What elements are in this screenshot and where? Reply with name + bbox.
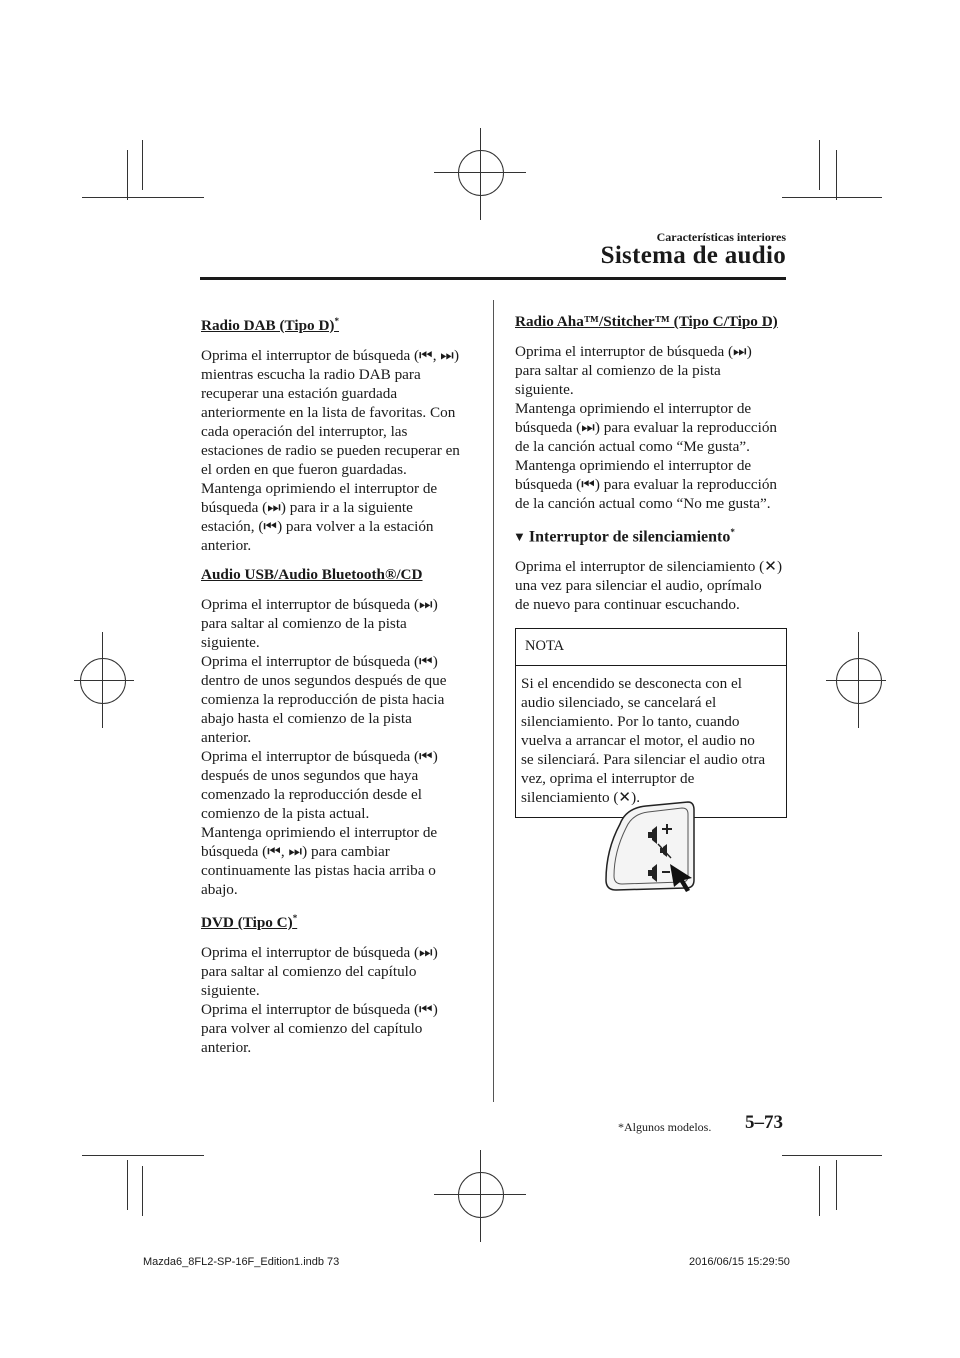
aha-heading: Radio Aha™/Stitcher™ (Tipo C/Tipo D): [515, 313, 778, 330]
text-line: para volver al comienzo del capítulo: [201, 1020, 423, 1038]
section-subtitle: Características interiores: [656, 230, 786, 244]
text-line: audio silenciado, se cancelará el: [521, 694, 717, 712]
dab-heading: Radio DAB (Tipo D)*: [201, 316, 339, 335]
text-line: después de unos segundos que haya: [201, 767, 419, 785]
text-line: búsqueda (⏮, ⏭) para cambiar: [201, 843, 390, 861]
text-line: Oprima el interruptor de búsqueda (⏭): [201, 596, 438, 614]
text-line: recuperar una estación guardada: [201, 385, 398, 403]
text-line: Oprima el interruptor de silenciamiento (✕): [515, 558, 783, 576]
text-line: búsqueda (⏭) para ir a la siguiente: [201, 499, 413, 517]
text-line: se silenciará. Para silenciar el audio otra: [521, 751, 766, 769]
text-line: Oprima el interruptor de búsqueda (⏮): [201, 748, 438, 766]
text-line: cada operación del interruptor, las: [201, 423, 408, 441]
text-line: estaciones de radio se pueden recuperar en: [201, 442, 460, 460]
text-line: Oprima el interruptor de búsqueda (⏭): [515, 343, 752, 360]
text-line: Mantenga oprimiendo el interruptor de: [515, 400, 752, 417]
text-line: comenzado la reproducción desde el: [201, 786, 422, 804]
mute-switch-illustration: [602, 800, 696, 892]
text-line: Mantenga oprimiendo el interruptor de: [201, 824, 438, 842]
text-line: para saltar al comienzo de la pista: [201, 615, 407, 633]
header-rule: [200, 277, 786, 280]
triangle-bullet-icon: ▼: [513, 529, 526, 545]
text-line: dentro de unos segundos después de que: [201, 672, 447, 690]
right-column: [515, 312, 787, 818]
text-line: vez, oprima el interruptor de: [521, 770, 695, 788]
text-line: para saltar al comienzo del capítulo: [201, 963, 417, 981]
text-line: siguiente.: [515, 381, 574, 398]
nota-box: [515, 628, 787, 818]
imprint-file: Mazda6_8FL2-SP-16F_Edition1.indb 73: [143, 1256, 340, 1268]
text-line: de la canción actual como “No me gusta”.: [515, 495, 771, 512]
text-line: Oprima el interruptor de búsqueda (⏮, ⏭): [201, 347, 460, 365]
text-line: búsqueda (⏮) para evaluar la reproducción: [515, 476, 778, 493]
mute-heading: ▼ Interruptor de silenciamiento*: [513, 527, 735, 546]
text-line: búsqueda (⏭) para evaluar la reproducción: [515, 419, 778, 436]
page-number: 5–73: [745, 1112, 783, 1133]
text-line: vuelva a arrancar el motor, el audio no: [521, 732, 755, 750]
text-line: anteriormente en la lista de favoritas. Con: [201, 404, 456, 422]
text-line: anterior.: [201, 537, 252, 555]
text-line: el orden en que fueron guardadas.: [201, 461, 407, 479]
text-line: Si el encendido se desconecta con el: [521, 675, 742, 693]
text-line: Oprima el interruptor de búsqueda (⏮): [201, 1001, 438, 1019]
text-line: mientras escucha la radio DAB para: [201, 366, 421, 384]
text-line: estación, (⏮) para volver a la estación: [201, 518, 434, 536]
text-line: siguiente.: [201, 982, 260, 1000]
text-line: de la canción actual como “Me gusta”.: [515, 438, 750, 455]
text-line: silenciamiento (✕).: [521, 789, 641, 807]
text-line: abajo.: [201, 881, 238, 899]
text-line: continuamente las pistas hacia arriba o: [201, 862, 436, 880]
text-line: Mantenga oprimiendo el interruptor de: [515, 457, 752, 474]
text-line: anterior.: [201, 1039, 252, 1057]
mute-text: [515, 557, 787, 614]
dab-text: [201, 346, 481, 555]
text-line: comienzo de la pista actual.: [201, 805, 370, 823]
text-line: siguiente.: [201, 634, 260, 652]
text-line: de nuevo para continuar escuchando.: [515, 596, 740, 614]
text-line: una vez para silenciar el audio, oprímalo: [515, 577, 762, 595]
nota-title: NOTA: [516, 629, 786, 666]
footnote: *Algunos modelos.: [618, 1120, 712, 1134]
text-line: silenciamiento. Por lo tanto, cuando: [521, 713, 740, 731]
usb-text: [201, 595, 481, 899]
imprint-timestamp: 2016/06/15 15:29:50: [689, 1256, 790, 1268]
dvd-heading: DVD (Tipo C)*: [201, 913, 298, 932]
nota-text: [516, 666, 786, 817]
text-line: para saltar al comienzo de la pista: [515, 362, 721, 379]
text-line: Mantenga oprimiendo el interruptor de: [201, 480, 438, 498]
section-title: Sistema de audio: [600, 242, 786, 269]
dvd-text: [201, 943, 481, 1057]
text-line: Oprima el interruptor de búsqueda (⏭): [201, 944, 438, 962]
usb-heading: Audio USB/Audio Bluetooth®/CD: [201, 566, 423, 584]
text-line: comienza la reproducción de pista hacia: [201, 691, 445, 709]
aha-text: [515, 342, 787, 513]
text-line: Oprima el interruptor de búsqueda (⏮): [201, 653, 438, 671]
text-line: anterior.: [201, 729, 252, 747]
text-line: abajo hasta el comienzo de la pista: [201, 710, 412, 728]
column-divider: [493, 300, 494, 1102]
left-column: [201, 312, 481, 1067]
